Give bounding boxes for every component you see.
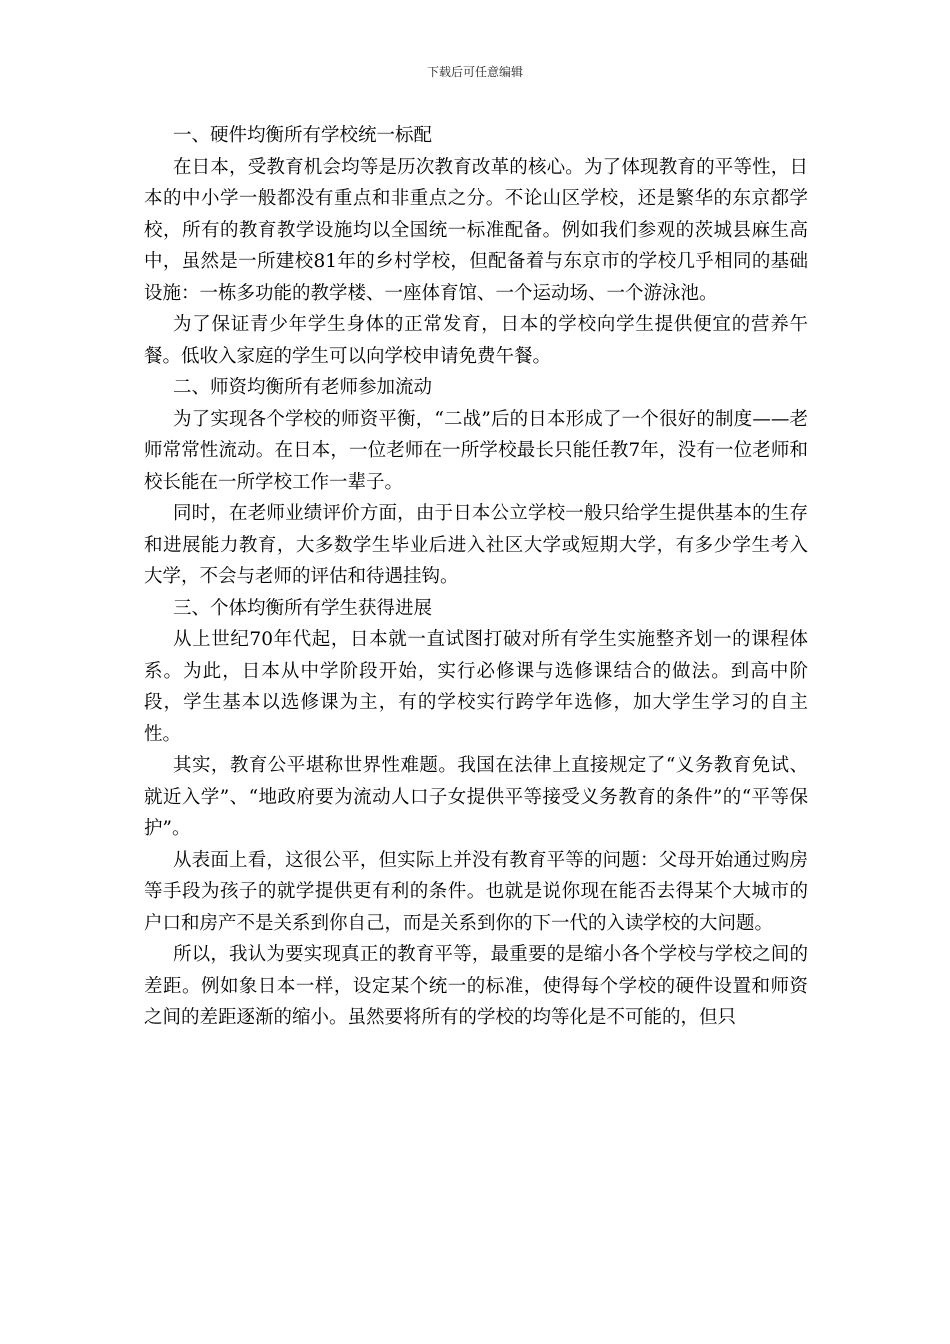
paragraph: 从表面上看，这很公平，但实际上并没有教育平等的问题：父母开始通过购房等手段为孩子的就学提供更有利的条件。也就是说你现在能否去得某个大城市的户口和房产不是关系到你自己，而是关系到你的下一代的入读学校的大问题。 <box>144 849 808 934</box>
paragraph: 为了实现各个学校的师资平衡，“二战”后的日本形成了一个很好的制度——老师常常性流动。在日本，一位老师在一所学校最长只能任教7年，没有一位老师和校长能在一所学校工作一辈子。 <box>144 408 808 493</box>
paragraph: 从上世纪70年代起，日本就一直试图打破对所有学生实施整齐划一的课程体系。为此，日本从中学阶段开始，实行必修课与选修课结合的做法。到高中阶段，学生基本以选修课为主，有的学校实行跨学年选修，加大学生学习的自主性。 <box>144 629 808 745</box>
paragraph: 同时，在老师业绩评价方面，由于日本公立学校一般只给学生提供基本的生存和进展能力教育，大多数学生毕业后进入社区大学或短期大学，有多少学生考入大学，不会与老师的评估和待遇挂钩。 <box>144 503 808 587</box>
paragraph: 所以，我认为要实现真正的教育平等，最重要的是缩小各个学校与学校之间的差距。例如象日本一样，设定某个统一的标准，使得每个学校的硬件设置和师资之间的差距逐渐的缩小。虽然要将所有的学校的均等化是不可能的，但只 <box>144 944 808 1028</box>
paragraph: 其实，教育公平堪称世界性难题。我国在法律上直接规定了“义务教育免试、就近入学”、“地政府要为流动人口子女提供平等接受义务教育的条件”的“平等保护”。 <box>144 755 808 839</box>
section-heading-students: 三、个体均衡所有学生获得进展 <box>173 597 433 619</box>
section-heading-teachers: 二、师资均衡所有老师参加流动 <box>173 377 433 398</box>
header-note: 下载后可任意编辑 <box>426 65 523 79</box>
paragraph: 在日本，受教育机会均等是历次教育改革的核心。为了体现教育的平等性，日本的中小学一般都没有重点和非重点之分。不论山区学校，还是繁华的东京都学校，所有的教育教学设施均以全国统一标准配备。例如我们参观的茨城县麻生高中，虽然是一所建校81年的乡村学校，但配备着与东京市的学校几乎相同的基础设施：一栋多功能的教学楼、一座体育馆、一个运动场、一个游泳池。 <box>144 156 808 304</box>
section-heading-hardware: 一、硬件均衡所有学校统一标配 <box>173 125 433 146</box>
paragraph: 为了保证青少年学生身体的正常发育，日本的学校向学生提供便宜的营养午餐。低收入家庭的学生可以向学校申请免费午餐。 <box>144 314 808 367</box>
document-body <box>144 120 808 1034</box>
